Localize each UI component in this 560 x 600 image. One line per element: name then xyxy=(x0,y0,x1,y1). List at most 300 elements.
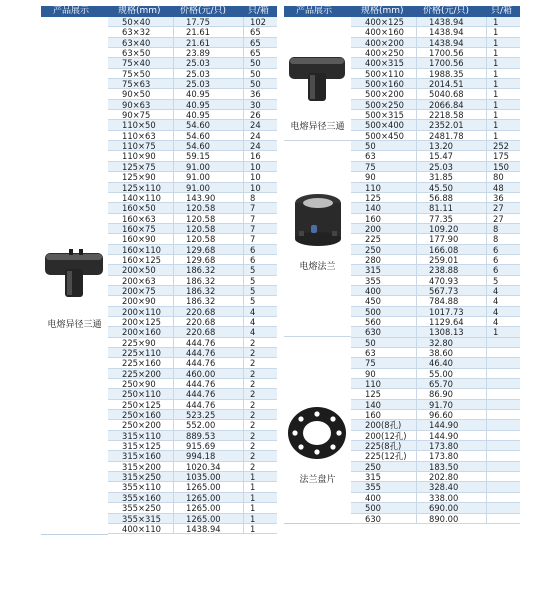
table-row xyxy=(108,379,277,389)
spec-cell: 225×110 xyxy=(108,348,174,357)
product-name: 法兰盘片 xyxy=(299,475,336,485)
spec-cell: 315 xyxy=(351,472,417,481)
spec-cell: 225(12孔) xyxy=(351,451,417,460)
qty-cell: 1 xyxy=(493,99,499,110)
price-cell: 1438.94 xyxy=(417,27,487,36)
spec-cell: 200×110 xyxy=(108,307,174,316)
price-cell: 45.50 xyxy=(417,183,487,192)
spec-cell: 355×110 xyxy=(108,482,174,491)
spec-cell: 90×63 xyxy=(108,100,174,109)
price-cell: 120.58 xyxy=(174,214,244,223)
price-cell: 1438.94 xyxy=(417,38,487,47)
spec-cell: 125×90 xyxy=(108,172,174,181)
price-cell: 186.32 xyxy=(174,296,244,305)
price-cell: 2352.01 xyxy=(417,120,487,129)
left-price-rows xyxy=(108,17,277,535)
qty-cell: 10 xyxy=(250,172,261,182)
spec-cell: 225×90 xyxy=(108,338,174,347)
table-row xyxy=(351,234,520,244)
table-row xyxy=(108,472,277,482)
table-row xyxy=(108,100,277,110)
qty-cell: 50 xyxy=(250,79,261,89)
spec-cell: 200×50 xyxy=(108,265,174,274)
spec-cell: 63×50 xyxy=(108,48,174,57)
price-cell: 1988.35 xyxy=(417,69,487,78)
table-row xyxy=(108,296,277,306)
qty-cell: 175 xyxy=(493,151,509,161)
qty-cell: 5 xyxy=(250,285,256,296)
header-product: 产品展示 xyxy=(296,6,333,16)
table-row xyxy=(351,100,520,110)
table-row xyxy=(351,327,520,337)
qty-cell xyxy=(487,514,520,523)
section-flange-plate xyxy=(284,337,351,524)
table-row xyxy=(108,110,277,120)
price-cell: 59.15 xyxy=(174,151,244,160)
price-cell: 129.68 xyxy=(174,245,244,254)
price-cell: 40.95 xyxy=(174,100,244,109)
table-row xyxy=(351,265,520,275)
qty-cell: 24 xyxy=(250,130,261,141)
price-cell: 338.00 xyxy=(417,493,487,502)
qty-cell: 2 xyxy=(250,410,256,420)
table-row xyxy=(108,265,277,275)
table-row xyxy=(108,193,277,203)
table-row xyxy=(351,193,520,203)
qty-cell: 4 xyxy=(493,306,499,316)
table-row xyxy=(108,234,277,244)
qty-cell xyxy=(487,410,520,419)
qty-cell: 2 xyxy=(250,348,256,358)
qty-cell: 1 xyxy=(250,482,256,492)
price-cell: 54.60 xyxy=(174,141,244,150)
table-row xyxy=(108,17,277,27)
spec-cell: 400 xyxy=(351,493,417,502)
spec-cell: 110×90 xyxy=(108,151,174,160)
table-row xyxy=(351,58,520,68)
table-row xyxy=(351,441,520,451)
price-cell: 784.88 xyxy=(417,296,487,305)
qty-cell: 10 xyxy=(250,182,261,192)
price-cell: 915.69 xyxy=(174,441,244,450)
spec-cell: 160 xyxy=(351,410,417,419)
spec-cell: 560 xyxy=(351,317,417,326)
qty-cell: 4 xyxy=(493,285,499,296)
spec-cell: 200×75 xyxy=(108,286,174,295)
table-row xyxy=(351,162,520,172)
spec-cell: 315×125 xyxy=(108,441,174,450)
price-cell: 21.61 xyxy=(174,38,244,47)
spec-cell: 500×400 xyxy=(351,120,417,129)
qty-cell: 6 xyxy=(493,244,499,254)
table-row xyxy=(351,338,520,348)
price-cell: 25.03 xyxy=(174,58,244,67)
table-row xyxy=(108,172,277,182)
qty-cell: 1 xyxy=(493,58,499,68)
spec-cell: 250×90 xyxy=(108,379,174,388)
table-row xyxy=(351,451,520,461)
table-row xyxy=(108,462,277,472)
table-row xyxy=(108,203,277,213)
price-cell: 202.80 xyxy=(417,472,487,481)
qty-cell xyxy=(487,462,520,471)
price-cell: 444.76 xyxy=(174,348,244,357)
price-cell: 21.61 xyxy=(174,27,244,36)
qty-cell: 2 xyxy=(250,337,256,347)
spec-cell: 90×50 xyxy=(108,89,174,98)
qty-cell xyxy=(487,451,520,460)
table-row xyxy=(108,141,277,151)
qty-cell: 1 xyxy=(493,110,499,120)
price-cell: 143.90 xyxy=(174,193,244,202)
price-cell: 86.90 xyxy=(417,389,487,398)
price-cell: 552.00 xyxy=(174,420,244,429)
table-row xyxy=(351,348,520,358)
price-cell: 186.32 xyxy=(174,286,244,295)
spec-cell: 315×110 xyxy=(108,431,174,440)
qty-cell: 65 xyxy=(250,48,261,58)
price-cell: 220.68 xyxy=(174,307,244,316)
spec-cell: 355×315 xyxy=(108,514,174,523)
table-row xyxy=(351,503,520,513)
qty-cell: 30 xyxy=(250,99,261,110)
qty-cell: 1 xyxy=(493,89,499,99)
spec-cell: 75 xyxy=(351,162,417,171)
price-cell: 1129.64 xyxy=(417,317,487,326)
price-cell: 31.85 xyxy=(417,172,487,181)
qty-cell xyxy=(487,503,520,512)
qty-cell: 1 xyxy=(250,523,256,534)
spec-cell: 200 xyxy=(351,224,417,233)
price-cell: 1020.34 xyxy=(174,462,244,471)
table-row xyxy=(108,400,277,410)
product-column xyxy=(41,17,108,535)
table-row xyxy=(351,255,520,265)
table-row xyxy=(351,286,520,296)
qty-cell: 2 xyxy=(250,430,256,441)
qty-cell xyxy=(487,358,520,367)
spec-cell: 63 xyxy=(351,151,417,160)
qty-cell: 80 xyxy=(493,172,504,182)
price-cell: 238.88 xyxy=(417,265,487,274)
price-cell: 1265.00 xyxy=(174,503,244,512)
price-cell: 444.76 xyxy=(174,358,244,367)
qty-cell: 1 xyxy=(493,17,499,27)
price-cell: 54.60 xyxy=(174,131,244,140)
price-cell: 444.76 xyxy=(174,379,244,388)
spec-cell: 315×160 xyxy=(108,451,174,460)
spec-cell: 250×125 xyxy=(108,400,174,409)
table-row xyxy=(108,420,277,430)
spec-cell: 160×50 xyxy=(108,203,174,212)
spec-cell: 160×75 xyxy=(108,224,174,233)
table-row xyxy=(108,348,277,358)
header-qty: 只/箱 xyxy=(491,6,513,16)
header-qty: 只/箱 xyxy=(248,6,270,16)
spec-cell: 500 xyxy=(351,307,417,316)
table-row xyxy=(351,214,520,224)
qty-cell: 4 xyxy=(250,316,256,327)
spec-cell: 630 xyxy=(351,327,417,336)
table-row xyxy=(108,183,277,193)
qty-cell: 50 xyxy=(250,58,261,68)
flange-plate-icon xyxy=(286,405,348,461)
qty-cell xyxy=(487,379,520,388)
spec-cell: 200(12孔) xyxy=(351,431,417,440)
header-spec: 规格(mm) xyxy=(361,6,404,16)
qty-cell: 5 xyxy=(250,265,256,275)
qty-cell: 4 xyxy=(493,316,499,327)
table-row xyxy=(351,110,520,120)
qty-cell: 24 xyxy=(250,141,261,151)
qty-cell: 2 xyxy=(250,451,256,461)
price-cell: 32.80 xyxy=(417,338,487,347)
header-price: 价格(元/只) xyxy=(180,6,227,16)
price-cell: 1700.56 xyxy=(417,58,487,67)
price-cell: 1265.00 xyxy=(174,482,244,491)
spec-cell: 500×200 xyxy=(351,89,417,98)
spec-cell: 63×32 xyxy=(108,27,174,36)
qty-cell: 7 xyxy=(250,223,256,234)
price-cell: 259.01 xyxy=(417,255,487,264)
qty-cell: 1 xyxy=(250,513,256,523)
qty-cell: 1 xyxy=(250,472,256,482)
price-cell: 567.73 xyxy=(417,286,487,295)
table-row xyxy=(351,410,520,420)
spec-cell: 250×200 xyxy=(108,420,174,429)
price-cell: 1017.73 xyxy=(417,307,487,316)
price-cell: 1035.00 xyxy=(174,472,244,481)
table-row xyxy=(108,79,277,89)
table-row xyxy=(351,17,520,27)
qty-cell: 2 xyxy=(250,399,256,410)
price-cell: 38.60 xyxy=(417,348,487,357)
spec-cell: 75 xyxy=(351,358,417,367)
spec-cell: 225(8孔) xyxy=(351,441,417,450)
table-row xyxy=(351,307,520,317)
qty-cell: 8 xyxy=(493,234,499,244)
spec-cell: 63×40 xyxy=(108,38,174,47)
table-row xyxy=(108,503,277,513)
spec-cell: 250×110 xyxy=(108,389,174,398)
spec-cell: 450 xyxy=(351,296,417,305)
price-cell: 120.58 xyxy=(174,234,244,243)
table-row xyxy=(351,89,520,99)
spec-cell: 110×75 xyxy=(108,141,174,150)
section-electrofusion-flange xyxy=(284,141,351,337)
spec-cell: 355×160 xyxy=(108,493,174,502)
spec-cell: 355×250 xyxy=(108,503,174,512)
qty-cell: 65 xyxy=(250,27,261,37)
table-row xyxy=(108,358,277,368)
spec-cell: 400×250 xyxy=(351,48,417,57)
spec-cell: 400×160 xyxy=(351,27,417,36)
price-cell: 994.18 xyxy=(174,451,244,460)
price-cell: 25.03 xyxy=(174,79,244,88)
price-cell: 96.60 xyxy=(417,410,487,419)
qty-cell: 1 xyxy=(493,327,499,337)
spec-cell: 75×40 xyxy=(108,58,174,67)
price-cell: 109.20 xyxy=(417,224,487,233)
qty-cell xyxy=(487,389,520,398)
section-reducing-tee xyxy=(284,17,351,141)
price-cell: 144.90 xyxy=(417,420,487,429)
spec-cell: 500 xyxy=(351,503,417,512)
price-cell: 65.70 xyxy=(417,379,487,388)
qty-cell: 1 xyxy=(493,27,499,37)
price-cell: 46.40 xyxy=(417,358,487,367)
qty-cell: 5 xyxy=(493,275,499,285)
table-row xyxy=(108,317,277,327)
left-price-panel xyxy=(41,6,277,535)
table-row xyxy=(351,203,520,213)
spec-cell: 400×110 xyxy=(108,524,174,533)
table-row xyxy=(108,307,277,317)
spec-cell: 400 xyxy=(351,286,417,295)
table-row xyxy=(351,183,520,193)
qty-cell: 10 xyxy=(250,161,261,172)
qty-cell: 4 xyxy=(250,327,256,337)
qty-cell: 4 xyxy=(250,306,256,316)
table-row xyxy=(108,89,277,99)
table-row xyxy=(108,482,277,492)
qty-cell xyxy=(487,472,520,481)
electrofusion-flange-icon xyxy=(289,187,347,247)
spec-cell: 315×250 xyxy=(108,472,174,481)
table-row xyxy=(108,327,277,337)
table-row xyxy=(108,286,277,296)
price-cell: 1265.00 xyxy=(174,514,244,523)
qty-cell: 26 xyxy=(250,110,261,120)
product-column xyxy=(284,17,351,524)
price-cell: 173.80 xyxy=(417,451,487,460)
qty-cell: 36 xyxy=(250,89,261,99)
qty-cell xyxy=(487,420,520,429)
price-cell: 91.00 xyxy=(174,162,244,171)
qty-cell: 27 xyxy=(493,203,504,213)
spec-cell: 110 xyxy=(351,379,417,388)
table-row xyxy=(108,389,277,399)
spec-cell: 355 xyxy=(351,276,417,285)
qty-cell: 7 xyxy=(250,203,256,213)
price-cell: 444.76 xyxy=(174,389,244,398)
spec-cell: 125×110 xyxy=(108,183,174,192)
spec-cell: 90 xyxy=(351,172,417,181)
spec-cell: 200×90 xyxy=(108,296,174,305)
table-row xyxy=(351,79,520,89)
price-cell: 890.00 xyxy=(417,514,487,523)
table-row xyxy=(108,514,277,524)
price-cell: 15.47 xyxy=(417,151,487,160)
qty-cell: 7 xyxy=(250,213,256,223)
qty-cell: 1 xyxy=(493,120,499,130)
spec-cell: 90×75 xyxy=(108,110,174,119)
table-row xyxy=(351,493,520,503)
price-cell: 220.68 xyxy=(174,327,244,336)
qty-cell: 2 xyxy=(250,379,256,389)
price-cell: 5040.68 xyxy=(417,89,487,98)
spec-cell: 75×50 xyxy=(108,69,174,78)
price-cell: 40.95 xyxy=(174,110,244,119)
spec-cell: 140 xyxy=(351,400,417,409)
reducing-tee-icon xyxy=(43,239,105,299)
table-row xyxy=(351,358,520,368)
qty-cell xyxy=(487,493,520,502)
table-row xyxy=(351,151,520,161)
price-cell: 91.00 xyxy=(174,172,244,181)
qty-cell: 6 xyxy=(493,265,499,275)
price-cell: 2218.58 xyxy=(417,110,487,119)
table-row xyxy=(108,27,277,37)
spec-cell: 160×110 xyxy=(108,245,174,254)
qty-cell: 252 xyxy=(493,141,509,151)
product-name: 电熔法兰 xyxy=(299,262,336,272)
price-cell: 166.08 xyxy=(417,245,487,254)
price-cell: 2066.84 xyxy=(417,100,487,109)
table-row xyxy=(108,431,277,441)
price-cell: 77.35 xyxy=(417,214,487,223)
spec-cell: 500×250 xyxy=(351,100,417,109)
price-cell: 186.32 xyxy=(174,276,244,285)
spec-cell: 355 xyxy=(351,482,417,491)
table-row xyxy=(351,296,520,306)
spec-cell: 500×315 xyxy=(351,110,417,119)
qty-cell: 1 xyxy=(250,492,256,503)
reducing-tee-icon xyxy=(287,45,347,103)
price-cell: 17.75 xyxy=(174,17,244,26)
table-row xyxy=(351,276,520,286)
price-cell: 129.68 xyxy=(174,255,244,264)
table-row xyxy=(108,338,277,348)
table-row xyxy=(351,514,520,524)
qty-cell: 2 xyxy=(250,441,256,451)
price-cell: 1438.94 xyxy=(417,17,487,26)
price-cell: 523.25 xyxy=(174,410,244,419)
table-row xyxy=(108,410,277,420)
table-row xyxy=(108,369,277,379)
qty-cell xyxy=(487,400,520,409)
spec-cell: 500×450 xyxy=(351,131,417,140)
spec-cell: 160×90 xyxy=(108,234,174,243)
price-cell: 470.93 xyxy=(417,276,487,285)
qty-cell: 1 xyxy=(493,68,499,79)
table-row xyxy=(351,69,520,79)
spec-cell: 160 xyxy=(351,214,417,223)
spec-cell: 160×125 xyxy=(108,255,174,264)
price-cell: 1438.94 xyxy=(174,524,244,533)
table-row xyxy=(108,214,277,224)
table-row xyxy=(108,48,277,58)
price-cell: 91.70 xyxy=(417,400,487,409)
spec-cell: 400×200 xyxy=(351,38,417,47)
price-cell: 2014.51 xyxy=(417,79,487,88)
table-row xyxy=(351,431,520,441)
qty-cell: 1 xyxy=(250,503,256,513)
header-price: 价格(元/只) xyxy=(423,6,470,16)
spec-cell: 110×63 xyxy=(108,131,174,140)
price-cell: 186.32 xyxy=(174,265,244,274)
table-row xyxy=(351,224,520,234)
spec-cell: 315×200 xyxy=(108,462,174,471)
price-cell: 173.80 xyxy=(417,441,487,450)
product-name: 电熔异径三通 xyxy=(47,320,102,330)
qty-cell: 102 xyxy=(250,17,266,27)
table-row xyxy=(351,141,520,151)
spec-cell: 140 xyxy=(351,203,417,212)
table-row xyxy=(351,317,520,327)
table-row xyxy=(108,162,277,172)
price-cell: 25.03 xyxy=(417,162,487,171)
